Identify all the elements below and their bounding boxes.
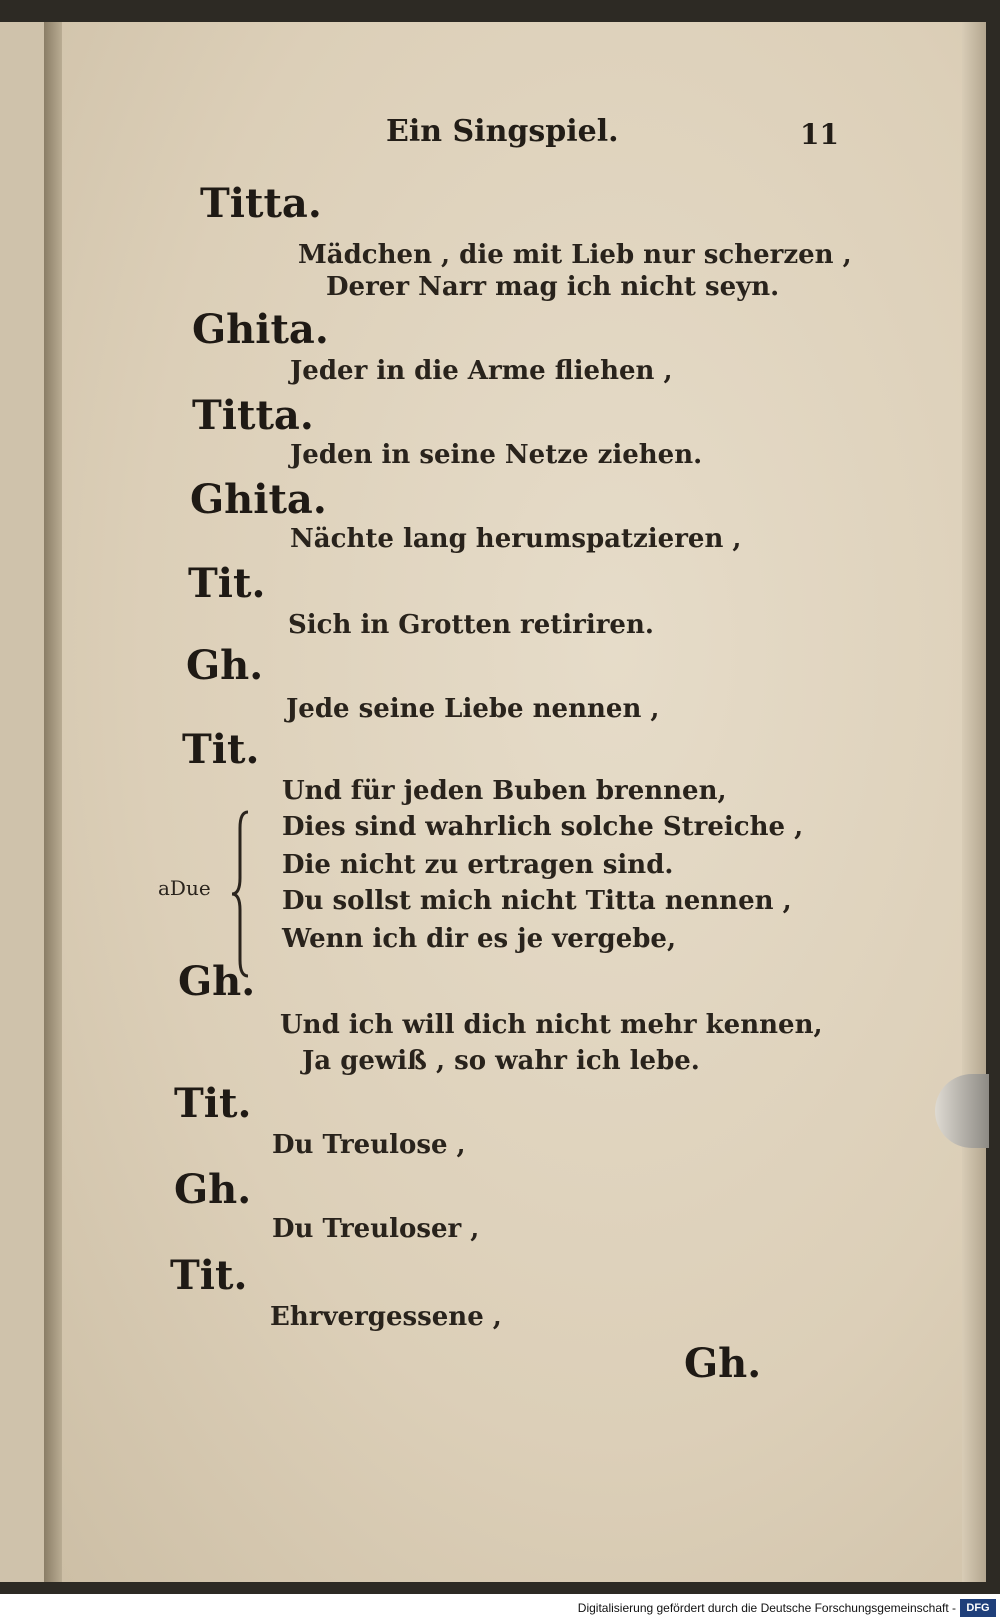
speaker-label: Gh. bbox=[174, 1166, 252, 1213]
verse-line: Derer Narr mag ich nicht seyn. bbox=[326, 272, 780, 302]
verse-line: Jeden in seine Netze ziehen. bbox=[290, 440, 703, 470]
verse-line: Jede seine Liebe nennen , bbox=[286, 694, 660, 724]
speaker-label: Titta. bbox=[200, 180, 322, 227]
verse-line: Nächte lang herumspatzieren , bbox=[290, 524, 742, 554]
a-due-label: aDue bbox=[158, 876, 211, 900]
speaker-label: Tit. bbox=[188, 560, 266, 607]
speaker-label: Ghita. bbox=[190, 476, 327, 523]
verse-line: Und für jeden Buben brennen, bbox=[282, 776, 727, 806]
verse-line: Jeder in die Arme fliehen , bbox=[290, 356, 673, 386]
verse-line: Ehrvergessene , bbox=[270, 1302, 502, 1332]
left-page-edge bbox=[0, 22, 48, 1582]
verse-line: Mädchen , die mit Lieb nur scherzen , bbox=[298, 240, 852, 270]
funding-note: Digitalisierung gefördert durch die Deutsche Forschungsgemeinschaft - bbox=[577, 1601, 956, 1615]
speaker-label: Tit. bbox=[182, 726, 260, 773]
verse-line: Und ich will dich nicht mehr kennen, bbox=[280, 1010, 823, 1040]
running-header: Ein Singspiel. bbox=[386, 114, 619, 149]
verse-line: Du Treulose , bbox=[272, 1130, 466, 1160]
speaker-label: Tit. bbox=[170, 1252, 248, 1299]
curly-brace bbox=[232, 808, 252, 980]
speaker-label: Gh. bbox=[178, 958, 256, 1005]
verse-line: Ja gewiß , so wahr ich lebe. bbox=[302, 1046, 700, 1076]
verse-line: Die nicht zu ertragen sind. bbox=[282, 850, 674, 880]
page-number: 11 bbox=[800, 118, 839, 151]
verse-line: Wenn ich dir es je vergebe, bbox=[282, 924, 677, 954]
dfg-logo: DFG bbox=[960, 1599, 996, 1617]
verse-line: Dies sind wahrlich solche Streiche , bbox=[282, 812, 804, 842]
speaker-label: Ghita. bbox=[192, 306, 329, 353]
speaker-label: Gh. bbox=[186, 642, 264, 689]
verse-line: Du Treuloser , bbox=[272, 1214, 480, 1244]
catchword-speaker: Gh. bbox=[684, 1340, 762, 1387]
speaker-label: Tit. bbox=[174, 1080, 252, 1127]
footer-bar bbox=[0, 1594, 1000, 1624]
speaker-label: Titta. bbox=[192, 392, 314, 439]
right-page-edge bbox=[962, 22, 986, 1582]
verse-line: Du sollst mich nicht Titta nennen , bbox=[282, 886, 792, 916]
verse-line: Sich in Grotten retiriren. bbox=[288, 610, 654, 640]
